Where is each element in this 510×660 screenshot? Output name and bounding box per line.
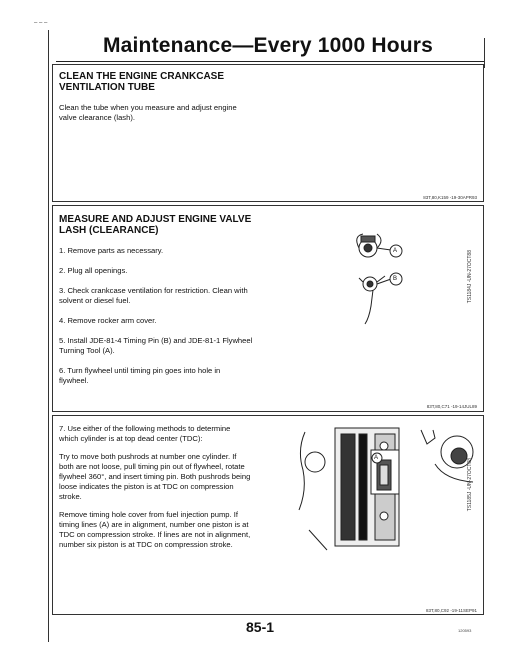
figure-reference: TS1184J -UN-27OCT88 [467, 250, 473, 304]
section-tdc [52, 415, 484, 615]
reference-code: 83T,80,K159 -19-30APR93 [423, 195, 477, 200]
callout-b: B [393, 276, 398, 282]
callout-a: A [393, 248, 398, 254]
step-6: 6. Turn flywheel until timing pin goes into hole in flywheel. [59, 366, 221, 385]
timing-lines-illustration [285, 420, 475, 560]
right-header-rule [484, 38, 485, 68]
footer-code: 120593 [458, 628, 472, 633]
step-3: 3. Check crankcase ventilation for restriction. Clean with solvent or diesel fuel. [59, 286, 248, 305]
header-mark: – – – [34, 20, 48, 26]
step-1: 1. Remove parts as necessary. [59, 246, 164, 255]
reference-code: 83T,80,C92 -19-11SEP91 [426, 608, 477, 613]
left-margin-rule [48, 30, 49, 642]
step-4: 4. Remove rocker arm cover. [59, 316, 157, 325]
paragraph-pushrods: Try to move both pushrods at number one cylinder. If both are not loose, pull timing pin out of flywheel, rotate flywheel 360°, and insert timing pin. Both pushrods being loose indicates the piston is at TDC on compression stroke. [59, 452, 251, 501]
step-5: 5. Install JDE-81-4 Timing Pin (B) and JDE-81-1 Flywheel Turning Tool (A). [59, 336, 253, 355]
section-title: CLEAN THE ENGINE CRANKCASE VENTILATION TUBE [59, 71, 225, 93]
section-body [59, 424, 299, 550]
page-number: 85-1 [246, 619, 275, 635]
paragraph-timing-lines: Remove timing hole cover from fuel injection pump. If timing lines (A) are in alignment, number one piston is at TDC on compression stroke. If lines are not in alignment, number six piston is at TDC on compression stroke. [59, 510, 251, 549]
callout-a: A [374, 455, 379, 461]
title-underline [56, 61, 484, 62]
section-title: MEASURE AND ADJUST ENGINE VALVE LASH (CLEARANCE) [59, 214, 252, 236]
section-crankcase-tube [52, 64, 484, 202]
section-body: Clean the tube when you measure and adjust engine valve clearance (lash). [59, 103, 237, 122]
paragraph-step-7: 7. Use either of the following methods to determine which cylinder is at top dead center (TDC): [59, 424, 231, 443]
step-list [59, 246, 299, 386]
reference-code: 83T,80,C71 -19-14JUL89 [426, 404, 477, 409]
page-title: Maintenance—Every 1000 Hours [102, 34, 434, 57]
figure-reference: TS1185J -UN-27OCT88 [467, 458, 473, 512]
step-2: 2. Plug all openings. [59, 266, 128, 275]
section-valve-lash [52, 205, 484, 412]
